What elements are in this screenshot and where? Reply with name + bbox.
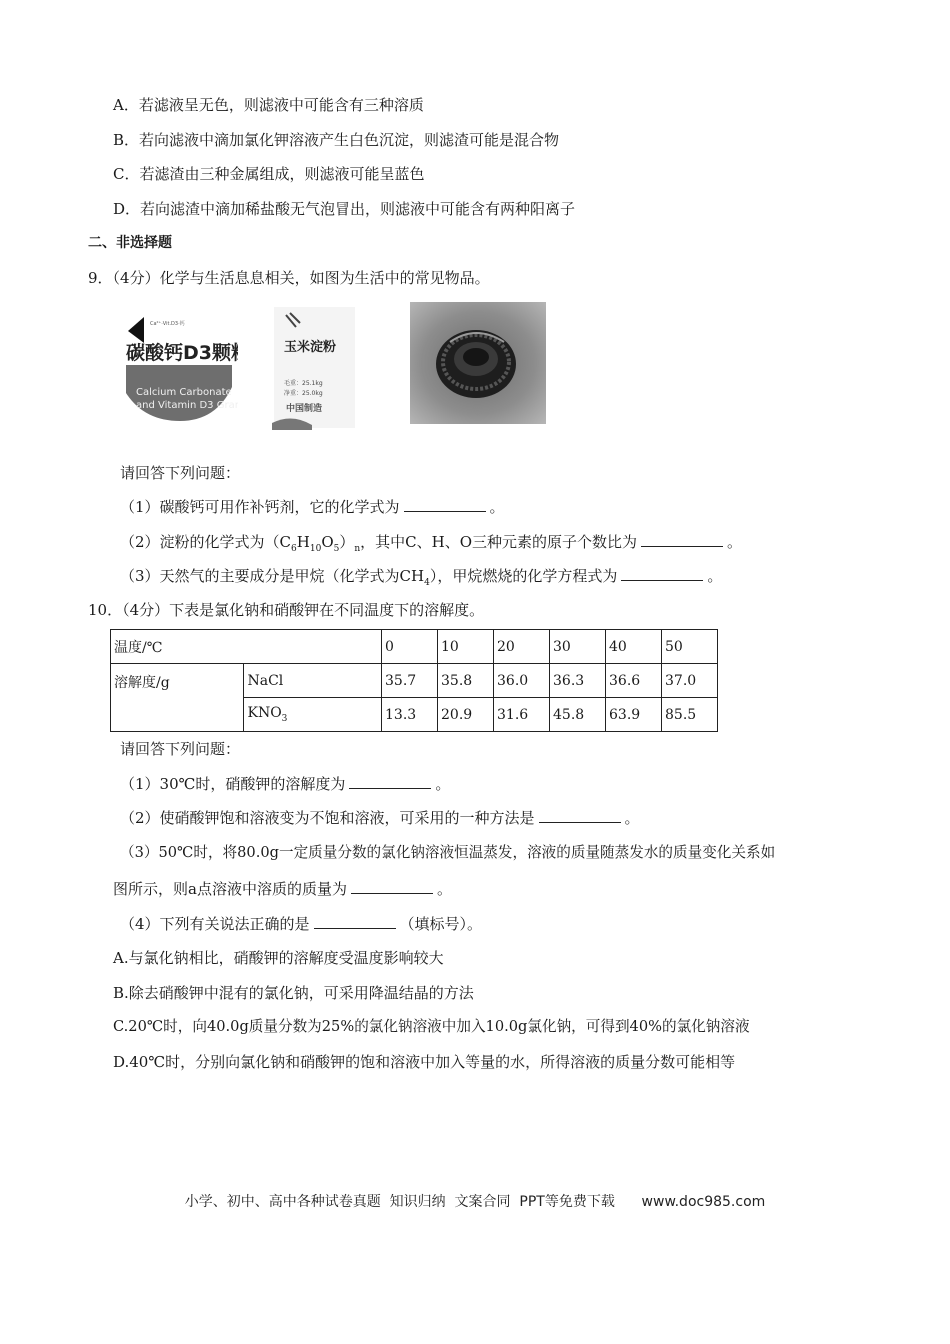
image1-en-line1: Calcium Carbonate	[136, 387, 232, 398]
answer-blank[interactable]	[404, 497, 486, 512]
kno3-cell: 20.9	[438, 698, 494, 732]
temp-header: 温度/℃	[111, 630, 382, 664]
temp-cell: 30	[550, 630, 606, 664]
image2-line3: 中国制造	[286, 404, 323, 414]
temp-cell: 50	[662, 630, 718, 664]
q10-option-b: B.除去硝酸钾中混有的氯化钠，可采用降温结晶的方法	[113, 984, 474, 1002]
q8-option-d: D．若向滤渣中滴加稀盐酸无气泡冒出，则滤液中可能含有两种阳离子	[113, 200, 576, 218]
image2-line2: 净重：25.0kg	[284, 390, 323, 397]
nacl-cell: 36.3	[550, 664, 606, 698]
q9-stem: 9．（4分）化学与生活息息相关，如图为生活中的常见物品。	[88, 269, 490, 287]
kno3-cell: 45.8	[550, 698, 606, 732]
kno3-label: $KNO_3$	[244, 698, 382, 732]
image1-title: 碳酸钙D3颗粒	[126, 342, 238, 364]
image2-line1: 毛重：25.1kg	[284, 380, 323, 387]
corn-starch-image	[272, 305, 357, 430]
q10-part1: （1）30℃时，硝酸钾的溶解度为 。	[120, 775, 451, 793]
q10-part2: （2）使硝酸钾饱和溶液变为不饱和溶液，可采用的一种方法是 。	[120, 809, 640, 827]
q10-part4: （4）下列有关说法正确的是 （填标号）。	[120, 915, 483, 933]
nacl-label: NaCl	[244, 664, 382, 698]
q10-part3-line2: 图所示，则a点溶液中溶质的质量为 。	[113, 880, 452, 898]
nacl-cell: 35.7	[382, 664, 438, 698]
table-row	[111, 630, 718, 664]
nacl-cell: 36.6	[606, 664, 662, 698]
solubility-label: 溶解度/g	[111, 664, 244, 732]
image1-en-line2: and Vitamin D3 Gran	[136, 400, 238, 411]
q10-option-a: A.与氯化钠相比，硝酸钾的溶解度受温度影响较大	[113, 949, 444, 967]
image2-title: 玉米淀粉	[284, 340, 337, 355]
q9-part3: （3）天然气的主要成分是甲烷（化学式为$CH_4$），甲烷燃烧的化学方程式为 。	[120, 567, 723, 588]
image1-small-text: Ca²⁺·Vit.D3·钙	[150, 321, 185, 327]
answer-blank[interactable]	[349, 774, 431, 789]
answer-blank[interactable]	[621, 566, 703, 581]
calcium-carbonate-image	[120, 309, 238, 424]
page-footer: 小学、初中、高中各种试卷真题 知识归纳 文案合同 PPT等免费下载 www.doc985.com	[184, 1194, 766, 1210]
gas-stove-image	[410, 302, 546, 424]
q10-stem: 10．（4分）下表是氯化钠和硝酸钾在不同温度下的溶解度。	[88, 601, 485, 619]
section-title: 二、非选择题	[88, 235, 172, 251]
answer-blank[interactable]	[351, 879, 433, 894]
q8-option-c: C．若滤渣由三种金属组成，则滤液可能呈蓝色	[113, 165, 425, 183]
answer-blank[interactable]	[641, 532, 723, 547]
q9-part2: （2）淀粉的化学式为$(C_6H_{10}O_5)_n$，其中C、H、O三种元素的原子个数比为 。	[120, 533, 743, 554]
q9-prompt: 请回答下列问题：	[120, 464, 241, 482]
table-row	[111, 664, 718, 698]
answer-blank[interactable]	[539, 808, 621, 823]
q10-part3-line1: （3）50℃时，将80.0g一定质量分数的氯化钠溶液恒温蒸发，溶液的质量随蒸发水的质量变化关系如	[120, 844, 776, 861]
q9-part1: （1）碳酸钙可用作补钙剂，它的化学式为 。	[120, 498, 505, 516]
answer-blank[interactable]	[314, 914, 396, 929]
q10-prompt: 请回答下列问题：	[120, 740, 241, 758]
temp-cell: 20	[494, 630, 550, 664]
kno3-cell: 85.5	[662, 698, 718, 732]
nacl-cell: 37.0	[662, 664, 718, 698]
nacl-cell: 36.0	[494, 664, 550, 698]
q8-option-a: A．若滤液呈无色，则滤液中可能含有三种溶质	[113, 96, 424, 114]
q10-option-d: D.40℃时，分别向氯化钠和硝酸钾的饱和溶液中加入等量的水，所得溶液的质量分数可能相等	[113, 1053, 736, 1071]
temp-cell: 10	[438, 630, 494, 664]
nacl-cell: 35.8	[438, 664, 494, 698]
kno3-cell: 13.3	[382, 698, 438, 732]
temp-cell: 40	[606, 630, 662, 664]
q10-option-c: C.20℃时，向40.0g质量分数为25%的氯化钠溶液中加入10.0g氯化钠，可得到40%的氯化钠溶液	[113, 1018, 750, 1035]
solubility-table	[110, 629, 718, 732]
temp-cell: 0	[382, 630, 438, 664]
kno3-cell: 63.9	[606, 698, 662, 732]
kno3-cell: 31.6	[494, 698, 550, 732]
q8-option-b: B．若向滤液中滴加氯化钾溶液产生白色沉淀，则滤渣可能是混合物	[113, 131, 560, 149]
